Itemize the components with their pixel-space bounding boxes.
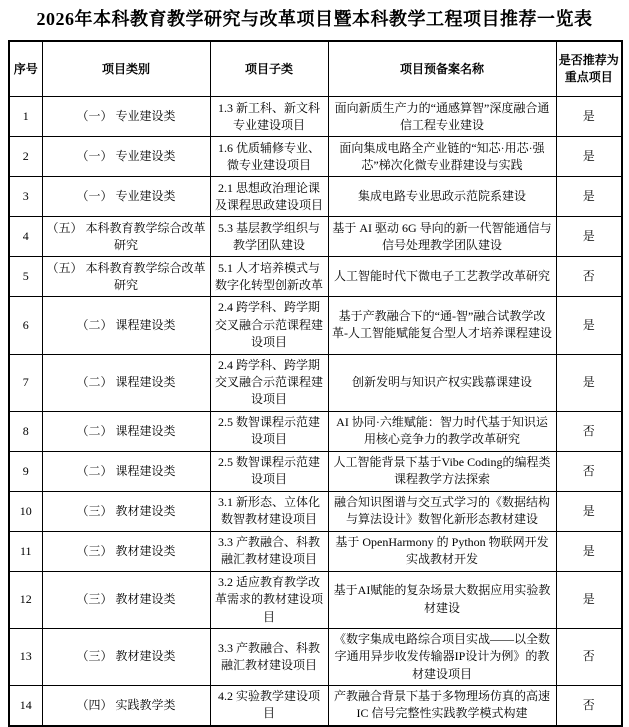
cell-no: 11 — [9, 531, 42, 571]
cell-subcategory: 3.2 适应教育教学改革需求的教材建设项目 — [210, 571, 328, 628]
cell-no: 9 — [9, 451, 42, 491]
cell-recommended: 否 — [556, 686, 622, 726]
table-row — [9, 451, 622, 491]
cell-category: （三） 教材建设类 — [42, 531, 210, 571]
cell-recommended: 是 — [556, 571, 622, 628]
cell-no: 3 — [9, 177, 42, 217]
cell-subcategory: 1.3 新工科、新文科专业建设项目 — [210, 97, 328, 137]
column-header-recommended: 是否推荐为重点项目 — [556, 41, 622, 97]
cell-project-name: 集成电路专业思政示范院系建设 — [328, 177, 556, 217]
cell-recommended: 否 — [556, 257, 622, 297]
cell-recommended: 是 — [556, 491, 622, 531]
cell-no: 4 — [9, 217, 42, 257]
cell-category: （五） 本科教育教学综合改革研究 — [42, 217, 210, 257]
cell-project-name: 基于产教融合下的“通-智”融合试教学改革-人工智能赋能复合型人才培养课程建设 — [328, 297, 556, 354]
table-row — [9, 491, 622, 531]
cell-project-name: 面向新质生产力的“通感算智”深度融合通信工程专业建设 — [328, 97, 556, 137]
cell-subcategory: 2.5 数智课程示范建设项目 — [210, 451, 328, 491]
table-row — [9, 571, 622, 628]
cell-category: （二） 课程建设类 — [42, 451, 210, 491]
cell-project-name: 基于 AI 驱动 6G 导向的新一代智能通信与信号处理教学团队建设 — [328, 217, 556, 257]
cell-project-name: 人工智能时代下微电子工艺教学改革研究 — [328, 257, 556, 297]
table-row — [9, 177, 622, 217]
cell-category: （一） 专业建设类 — [42, 97, 210, 137]
table-row — [9, 257, 622, 297]
cell-recommended: 否 — [556, 411, 622, 451]
cell-no: 5 — [9, 257, 42, 297]
cell-no: 13 — [9, 628, 42, 685]
table-row — [9, 137, 622, 177]
cell-project-name: 人工智能背景下基于Vibe Coding的编程类课程教学方法探索 — [328, 451, 556, 491]
column-header-name: 项目预备案名称 — [328, 41, 556, 97]
table-row — [9, 297, 622, 354]
table-row — [9, 354, 622, 411]
cell-recommended: 否 — [556, 451, 622, 491]
cell-recommended: 是 — [556, 531, 622, 571]
cell-no: 7 — [9, 354, 42, 411]
cell-project-name: 《数字集成电路综合项目实战——以全数字通用异步收发传输器IP设计为例》的教材建设项目 — [328, 628, 556, 685]
cell-project-name: AI 协同·六维赋能：智力时代基于知识运用核心竞争力的教学改革研究 — [328, 411, 556, 451]
cell-no: 14 — [9, 686, 42, 726]
table-row — [9, 531, 622, 571]
cell-subcategory: 3.1 新形态、立体化数智教材建设项目 — [210, 491, 328, 531]
cell-recommended: 是 — [556, 97, 622, 137]
cell-category: （一） 专业建设类 — [42, 137, 210, 177]
cell-no: 12 — [9, 571, 42, 628]
header-row — [9, 41, 622, 97]
cell-category: （一） 专业建设类 — [42, 177, 210, 217]
cell-category: （二） 课程建设类 — [42, 354, 210, 411]
cell-subcategory: 5.1 人才培养模式与数字化转型创新改革 — [210, 257, 328, 297]
cell-subcategory: 3.3 产教融合、科教融汇教材建设项目 — [210, 628, 328, 685]
table-body — [9, 97, 622, 726]
cell-recommended: 是 — [556, 354, 622, 411]
cell-category: （二） 课程建设类 — [42, 297, 210, 354]
cell-subcategory: 2.5 数智课程示范建设项目 — [210, 411, 328, 451]
cell-subcategory: 2.4 跨学科、跨学期交叉融合示范课程建设项目 — [210, 297, 328, 354]
cell-no: 2 — [9, 137, 42, 177]
cell-category: （五） 本科教育教学综合改革研究 — [42, 257, 210, 297]
cell-recommended: 是 — [556, 177, 622, 217]
cell-category: （四） 实践教学类 — [42, 686, 210, 726]
cell-project-name: 产教融合背景下基于多物理场仿真的高速 IC 信号完整性实践教学模式构建 — [328, 686, 556, 726]
column-header-subcategory: 项目子类 — [210, 41, 328, 97]
cell-project-name: 面向集成电路全产业链的“知芯·用芯·强芯”梯次化微专业群建设与实践 — [328, 137, 556, 177]
cell-category: （三） 教材建设类 — [42, 491, 210, 531]
cell-project-name: 创新发明与知识产权实践慕课建设 — [328, 354, 556, 411]
column-header-category: 项目类别 — [42, 41, 210, 97]
table-row — [9, 411, 622, 451]
table-row — [9, 217, 622, 257]
table-row — [9, 97, 622, 137]
cell-recommended: 是 — [556, 217, 622, 257]
cell-subcategory: 2.4 跨学科、跨学期交叉融合示范课程建设项目 — [210, 354, 328, 411]
cell-no: 10 — [9, 491, 42, 531]
recommendation-table — [8, 40, 623, 726]
cell-no: 1 — [9, 97, 42, 137]
column-header-no: 序号 — [9, 41, 42, 97]
table-row — [9, 686, 622, 726]
cell-recommended: 是 — [556, 297, 622, 354]
cell-subcategory: 1.6 优质辅修专业、微专业建设项目 — [210, 137, 328, 177]
cell-subcategory: 4.2 实验教学建设项目 — [210, 686, 328, 726]
cell-category: （三） 教材建设类 — [42, 571, 210, 628]
cell-subcategory: 2.1 思想政治理论课及课程思政建设项目 — [210, 177, 328, 217]
cell-project-name: 基于 OpenHarmony 的 Python 物联网开发实战教材开发 — [328, 531, 556, 571]
cell-no: 6 — [9, 297, 42, 354]
cell-project-name: 融合知识图谱与交互式学习的《数据结构与算法设计》数智化新形态教材建设 — [328, 491, 556, 531]
page-title: 2026年本科教育教学研究与改革项目暨本科教学工程项目推荐一览表 — [36, 9, 593, 29]
cell-project-name: 基于AI赋能的复杂场景大数据应用实验教材建设 — [328, 571, 556, 628]
cell-recommended: 是 — [556, 137, 622, 177]
cell-category: （三） 教材建设类 — [42, 628, 210, 685]
cell-subcategory: 3.3 产教融合、科教融汇教材建设项目 — [210, 531, 328, 571]
cell-category: （二） 课程建设类 — [42, 411, 210, 451]
cell-recommended: 否 — [556, 628, 622, 685]
cell-subcategory: 5.3 基层教学组织与教学团队建设 — [210, 217, 328, 257]
cell-no: 8 — [9, 411, 42, 451]
table-row — [9, 628, 622, 685]
